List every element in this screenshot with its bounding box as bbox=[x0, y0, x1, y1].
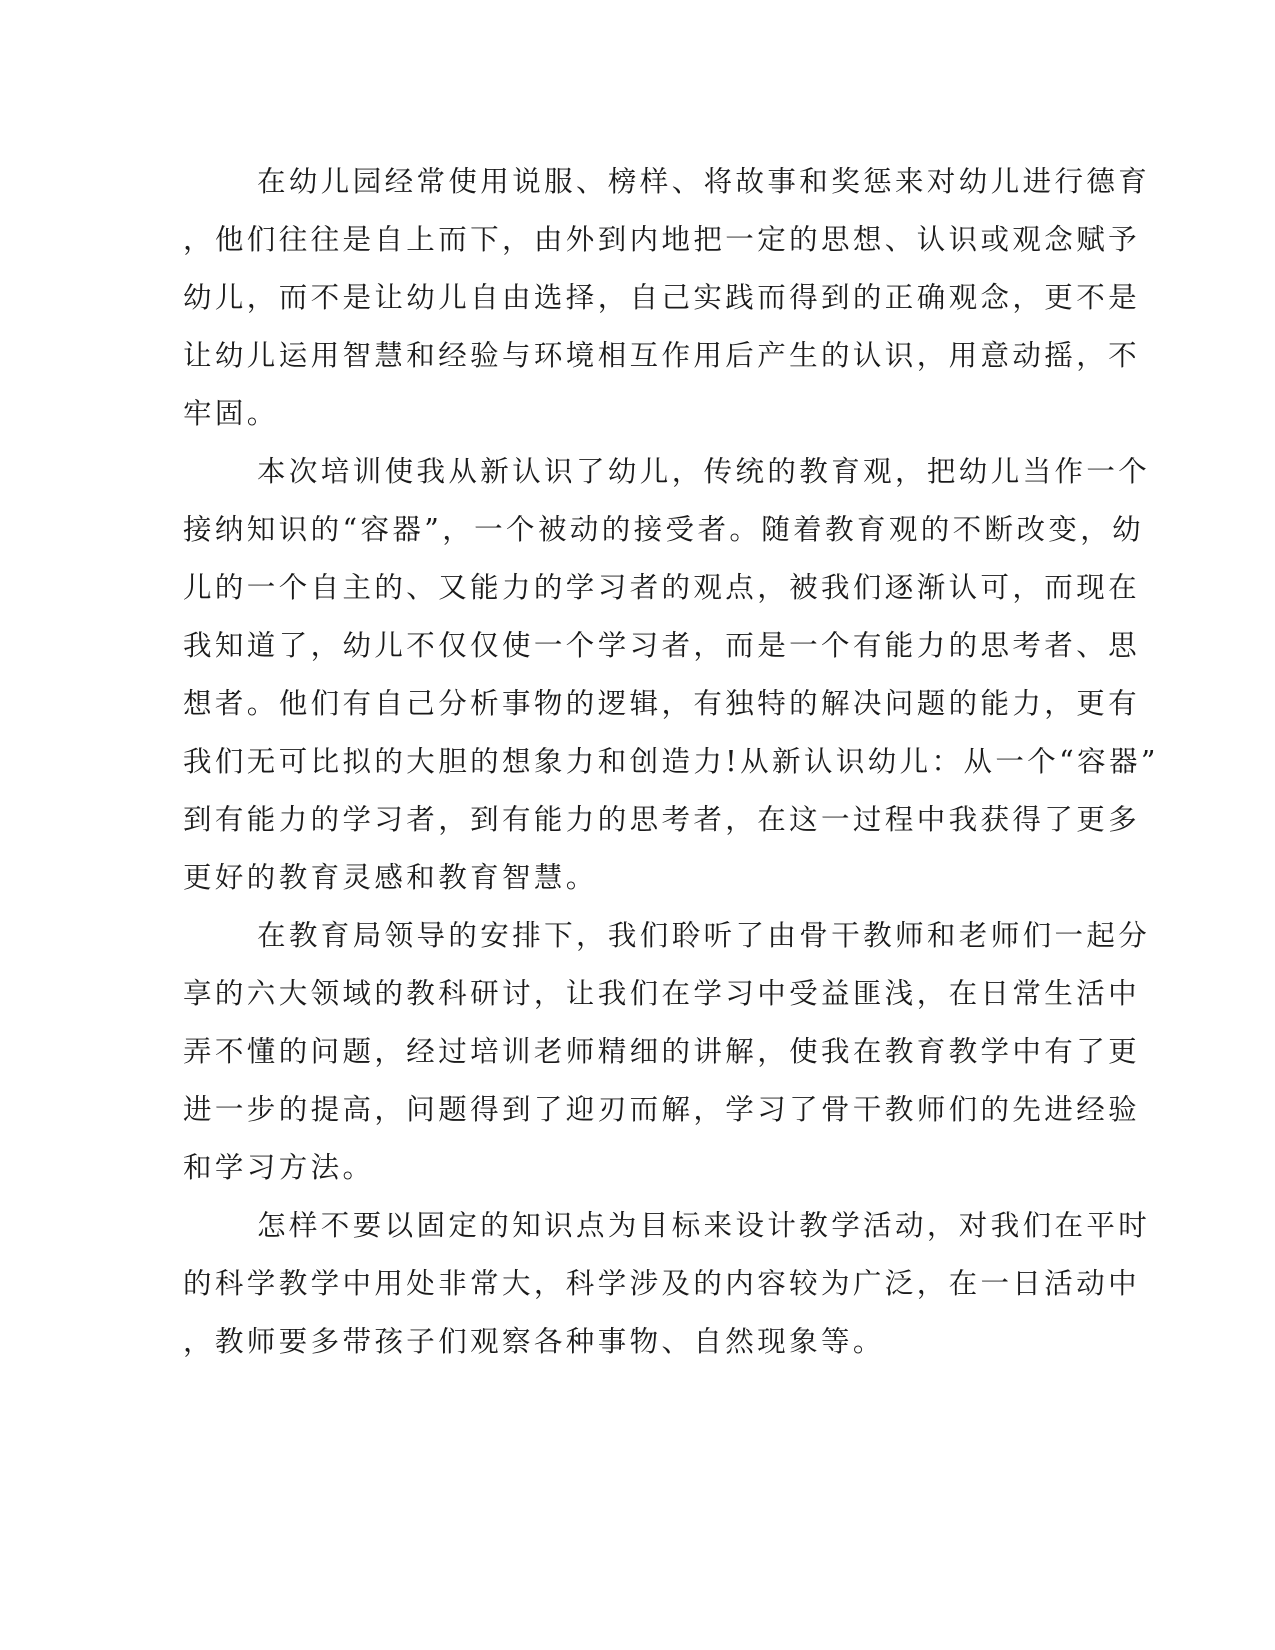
paragraph-3-line-1: 在教育局领导的安排下，我们聆听了由骨干教师和老师们一起分 bbox=[257, 919, 1151, 952]
paragraph-2-line-3: 儿的一个自主的、又能力的学习者的观点，被我们逐渐认可，而现在 bbox=[183, 571, 1141, 604]
paragraph-1-line-4: 让幼儿运用智慧和经验与环境相互作用后产生的认识，用意动摇，不 bbox=[183, 339, 1141, 372]
paragraph-3-line-3: 弄不懂的问题，经过培训老师精细的讲解，使我在教育教学中有了更 bbox=[183, 1035, 1141, 1068]
paragraph-2-line-1: 本次培训使我从新认识了幼儿，传统的教育观，把幼儿当作一个 bbox=[257, 455, 1151, 488]
paragraph-3-line-5: 和学习方法。 bbox=[183, 1151, 375, 1184]
paragraph-1-line-3: 幼儿，而不是让幼儿自由选择，自己实践而得到的正确观念，更不是 bbox=[183, 281, 1141, 314]
paragraph-1-line-5: 牢固。 bbox=[183, 397, 279, 430]
paragraph-2-line-5: 想者。他们有自己分析事物的逻辑，有独特的解决问题的能力，更有 bbox=[183, 687, 1141, 720]
paragraph-2-line-4: 我知道了，幼儿不仅仅使一个学习者，而是一个有能力的思考者、思 bbox=[183, 629, 1141, 662]
paragraph-4-line-3: ，教师要多带孩子们观察各种事物、自然现象等。 bbox=[183, 1325, 885, 1358]
paragraph-1-line-2: ，他们往往是自上而下，由外到内地把一定的思想、认识或观念赋予 bbox=[183, 223, 1141, 256]
paragraph-2-line-6: 我们无可比拟的大胆的想象力和创造力!从新认识幼儿：从一个“容器” bbox=[183, 745, 1159, 778]
paragraph-2-line-7: 到有能力的学习者，到有能力的思考者，在这一过程中我获得了更多 bbox=[183, 803, 1141, 836]
paragraph-1-line-1: 在幼儿园经常使用说服、榜样、将故事和奖惩来对幼儿进行德育 bbox=[257, 165, 1151, 198]
paragraph-3-line-2: 享的六大领域的教科研讨，让我们在学习中受益匪浅，在日常生活中 bbox=[183, 977, 1141, 1010]
paragraph-4-line-1: 怎样不要以固定的知识点为目标来设计教学活动，对我们在平时 bbox=[257, 1209, 1151, 1242]
paragraph-4-line-2: 的科学教学中用处非常大，科学涉及的内容较为广泛，在一日活动中 bbox=[183, 1267, 1141, 1300]
paragraph-2-line-8: 更好的教育灵感和教育智慧。 bbox=[183, 861, 598, 894]
paragraph-2-line-2: 接纳知识的“容器”，一个被动的接受者。随着教育观的不断改变，幼 bbox=[183, 513, 1145, 546]
paragraph-3-line-4: 进一步的提高，问题得到了迎刃而解，学习了骨干教师们的先进经验 bbox=[183, 1093, 1141, 1126]
